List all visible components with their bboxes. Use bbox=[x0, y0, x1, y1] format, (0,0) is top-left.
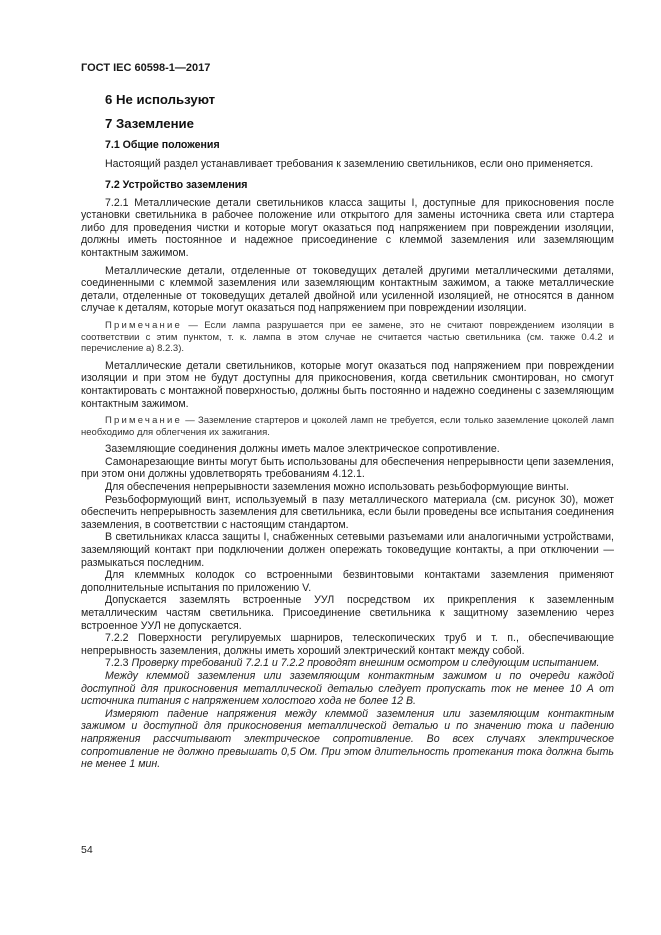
clause-number: 7.2.3 bbox=[105, 657, 132, 670]
paragraph-7-2-1: 7.2.1 Металлические детали светильников класса защиты I, доступные для прикосновения после установки светильника в рабочее положение или открытого для замены источника света или стартера либо для проведения чистки и которые могут оказаться под напряжением при повреждении изоляции, должны иметь постоянное и надежное присоединение с клеммой заземления или заземляющим контактным зажимом. bbox=[81, 196, 614, 259]
paragraph-7-2-3 bbox=[81, 657, 614, 670]
paragraph: В светильниках класса защиты I, снабженных сетевыми разъемами или аналогичными устройствами, заземляющий контакт при подключении должен опережать токоведущие контакты, а при отключении — размыкаться последним. bbox=[81, 531, 614, 569]
section-7-title: 7 Заземление bbox=[105, 116, 194, 131]
paragraph: Допускается заземлять встроенные УУЛ посредством их прикрепления к заземленным металлическим частям светильника. Присоединение светильника к защитному заземлению через встроенное УУЛ не допускается. bbox=[81, 594, 614, 632]
subsection-7-1-title: 7.1 Общие положения bbox=[105, 139, 220, 151]
section-6-title: 6 Не используют bbox=[105, 92, 216, 107]
note-2 bbox=[81, 415, 614, 438]
paragraph-test: Между клеммой заземления или заземляющим контактным зажимом и по очереди каждой доступной для прикосновения металлической деталью следует пропускать ток не менее 10 А от источника питания с напряжением холостого хода не более 12 В. bbox=[81, 669, 614, 708]
clause-text: Проверку требований 7.2.1 и 7.2.2 проводят внешним осмотром и следующим испытанием. bbox=[131, 657, 600, 670]
paragraph-7-2-2: 7.2.2 Поверхности регулируемых шарниров, телескопических труб и т. п., обеспечивающие непрерывность заземления, должны иметь хороший электрический контакт между собой. bbox=[81, 632, 614, 657]
note-label: Примечание bbox=[105, 415, 182, 427]
paragraph: Для клеммных колодок со встроенными безвинтовыми контактами заземления применяют дополнительные испытания по приложению V. bbox=[81, 569, 614, 594]
paragraph: Заземляющие соединения должны иметь малое электрическое сопротивление. bbox=[105, 443, 500, 456]
paragraph: Металлические детали, отделенные от токоведущих деталей другими металлическими деталями, соединенными с клеммой заземления или заземляющим контактным зажимом, а также металлические детали, отделенные от токоведущих деталей двойной или усиленной изоляцией, не относятся в данном случае к деталям, которые могут оказаться под напряжением при повреждении изоляции. bbox=[81, 264, 614, 315]
note-text: — Если лампа разрушается при ее замене, это не считают повреждением изоляции в соответствии с этим пунктом, т. к. лампа в этом случае не считается частью светильника (см. также 0.4.2 и перечисление а) 8.2.3). bbox=[81, 319, 614, 355]
paragraph: Самонарезающие винты могут быть использованы для обеспечения непрерывности цепи заземления, при этом они должны удовлетворять требованиям 4.12.1. bbox=[81, 455, 614, 481]
paragraph: Металлические детали светильников, которые могут оказаться под напряжением при повреждении изоляции и при этом не будут доступны для прикосновения, когда светильник смонтирован, но смогут контактировать с монтажной поверхностью, должны быть постоянно и надежно соединены с заземляющим контактным зажимом. bbox=[81, 359, 614, 410]
subsection-7-2-title: 7.2 Устройство заземления bbox=[105, 178, 248, 191]
paragraph: Для обеспечения непрерывности заземления можно использовать резьбоформующие винты. bbox=[105, 481, 569, 494]
running-header: ГОСТ IEC 60598-1—2017 bbox=[81, 62, 211, 74]
note-text: — Заземление стартеров и цоколей ламп не требуется, если только заземление цоколей ламп необходимо для облегчения их зажигания. bbox=[81, 415, 614, 438]
paragraph-test: Измеряют падение напряжения между клеммой заземления или заземляющим контактным зажимом и доступной для прикосновения металлической деталью и по значению тока и падению напряжения рассчитывают электрическое сопротивление. Во всех случаях электрическое сопротивление не должно превышать 0,5 Ом. При этом длительность протекания тока должна быть не менее 1 мин. bbox=[81, 707, 614, 771]
paragraph: Резьбоформующий винт, используемый в пазу металлического материала (см. рисунок 30), может обеспечить непрерывность заземления для светильника, если были проведены все испытания соединения заземления, в соответствии с настоящим стандартом. bbox=[81, 493, 614, 531]
note-label: Примечание bbox=[105, 319, 182, 331]
page-number: 54 bbox=[81, 844, 93, 856]
paragraph-7-1: Настоящий раздел устанавливает требования к заземлению светильников, если оно применяется. bbox=[105, 158, 594, 170]
page-content bbox=[81, 92, 614, 771]
note-1 bbox=[81, 320, 614, 355]
